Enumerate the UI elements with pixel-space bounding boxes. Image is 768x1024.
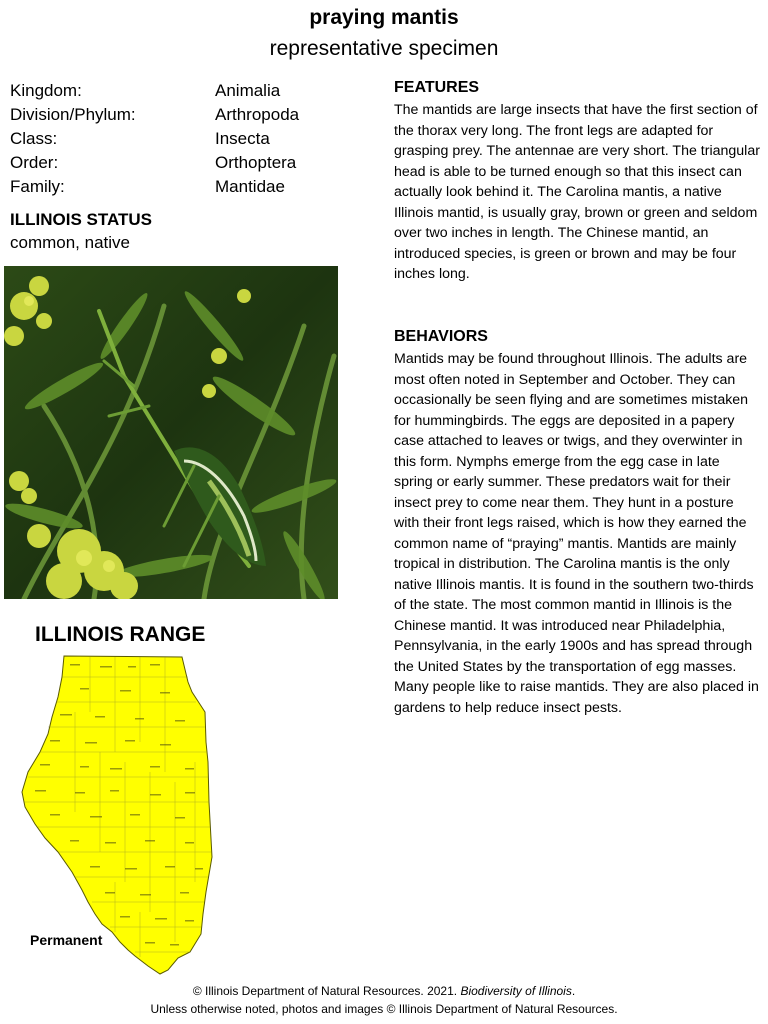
taxonomy-label: Family:: [10, 177, 65, 196]
status-heading: ILLINOIS STATUS: [10, 210, 152, 229]
footer-suffix: .: [571, 984, 576, 998]
behaviors-heading: BEHAVIORS: [394, 328, 488, 345]
taxonomy-value: Arthropoda: [215, 105, 300, 124]
footer-copyright: [0, 984, 768, 998]
features-heading: FEATURES: [394, 79, 480, 96]
taxonomy-value: Orthoptera: [215, 153, 297, 172]
praying-mantis-photo: [4, 266, 338, 599]
taxonomy-label: Order:: [10, 153, 59, 172]
illinois-range-map: [0, 652, 230, 976]
taxonomy-label: Kingdom:: [10, 81, 82, 100]
taxonomy-value: Mantidae: [215, 177, 285, 196]
features-text: The mantids are large insects that have the first section of the thorax very long. The front legs are adapted for grasping prey. The antennae are very short. The triangular head is able to be turned enough so that this insect can actually look behind it. The Carolina mantis, a native Illinois mantid, is usually gray, brown or green and seldom over two inches in length. The Chinese mantid, an introduced species, is green or brown and may be four inches long.: [394, 102, 760, 282]
taxonomy-value: Insecta: [215, 129, 270, 148]
page-title: praying mantis: [309, 6, 459, 29]
footer-prefix: © Illinois Department of Natural Resources. 2021.: [192, 984, 461, 998]
page-subtitle: representative specimen: [269, 37, 499, 60]
range-legend-label: Permanent: [30, 932, 103, 948]
range-heading: ILLINOIS RANGE: [35, 623, 206, 646]
footer-title: Biodiversity of Illinois: [460, 984, 572, 998]
behaviors-text: Mantids may be found throughout Illinois. The adults are most often noted in September and October. They can occasionally be seen flying and are sometimes mistaken for hummingbirds. The eggs are deposited in a papery case attached to leaves or twigs, and they overwinter in this form. Nymphs emerge from the egg case in late spring or early summer. These predators wait for their insect prey to come near them. They hunt in a posture with their front legs raised, which is how they earned the common name of “praying” mantis. Mantids are mainly tropical in distribution. The Carolina mantis is the only native Illinois mantis. It is found in the southern two-thirds of the state. The most common mantid in Illinois is the Chinese mantid. It was introduced near Philadelphia, Pennsylvania, in the early 1900s and has spread through the United States by the transportation of egg masses. Many people like to raise mantids. They are also placed in gardens to help reduce insect pests.: [394, 351, 759, 716]
taxonomy-label: Class:: [10, 129, 58, 148]
status-value: common, native: [10, 233, 130, 252]
taxonomy-label: Division/Phylum:: [10, 105, 136, 124]
taxonomy-value: Animalia: [215, 81, 281, 100]
footer-credits: Unless otherwise noted, photos and images © Illinois Department of Natural Resources.: [150, 1002, 618, 1016]
